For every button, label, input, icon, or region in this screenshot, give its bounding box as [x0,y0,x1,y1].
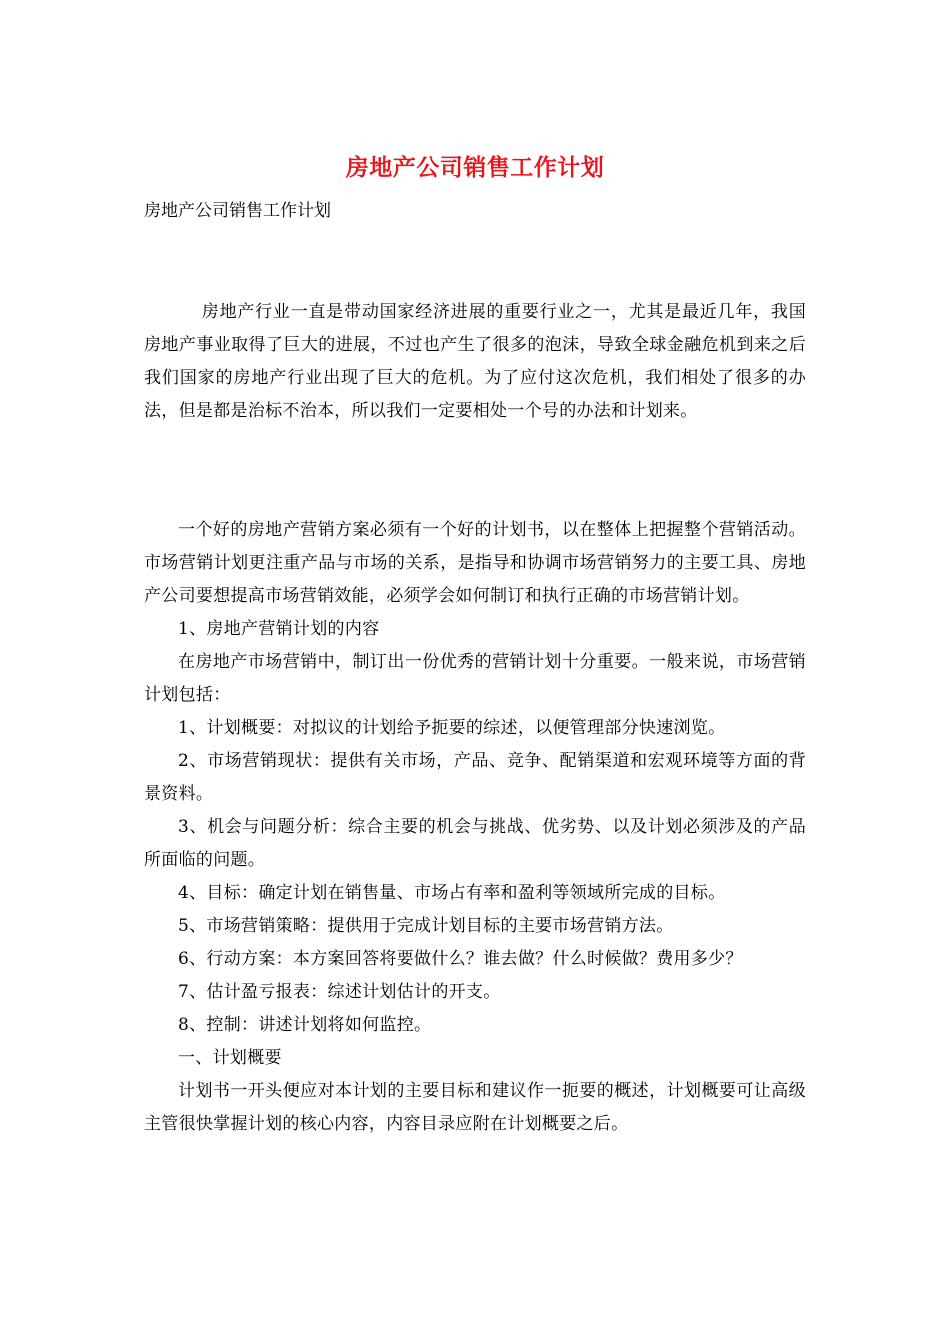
document-title: 房地产公司销售工作计划 [345,154,605,181]
list-item-action-plan: 6、行动方案：本方案回答将要做什么？谁去做？什么时候做？费用多少？ [178,949,743,969]
list-item-profit-loss: 7、估计盈亏报表：综述计划估计的开支。 [178,982,501,1002]
intro-section [144,296,806,428]
intro-paragraph: 房地产行业一直是带动国家经济进展的重要行业之一，尤其是最近几年，我国房地产事业取得了巨大的进展，不过也产生了很多的泡沫，导致全球金融危机到来之后我们国家的房地产行业出现了巨大的危机。为了应付这次危机，我们相处了很多的办法，但是都是治标不治本，所以我们一定要相处一个号的办法和计划来。 [144,302,806,421]
main-section [144,514,806,1141]
list-item-strategy: 5、市场营销策略：提供用于完成计划目标的主要市场营销方法。 [178,916,674,936]
heading-plan-content: 1、房地产营销计划的内容 [178,619,380,639]
paragraph-marketing-plan: 一个好的房地产营销方案必须有一个好的计划书，以在整体上把握整个营销活动。市场营销计划更注重产品与市场的关系，是指导和协调市场营销努力的主要工具、房地产公司要想提高市场营销效能，必须学会如何制订和执行正确的市场营销计划。 [144,520,806,606]
list-item-market-status: 2、市场营销现状：提供有关市场，产品、竞争、配销渠道和宏观环境等方面的背景资料。 [144,751,806,804]
list-item-control: 8、控制：讲述计划将如何监控。 [178,1015,432,1035]
paragraph-plan-includes: 在房地产市场营销中，制订出一份优秀的营销计划十分重要。一般来说，市场营销计划包括： [144,652,806,705]
heading-plan-summary: 一、计划概要 [178,1048,282,1068]
document-subtitle: 房地产公司销售工作计划 [144,201,331,221]
paragraph-plan-summary: 计划书一开头便应对本计划的主要目标和建议作一扼要的概述，计划概要可让高级主管很快掌握计划的核心内容，内容目录应附在计划概要之后。 [144,1081,806,1134]
list-item-opportunity-analysis: 3、机会与问题分析：综合主要的机会与挑战、优劣势、以及计划必须涉及的产品所面临的问题。 [144,817,806,870]
list-item-goals: 4、目标：确定计划在销售量、市场占有率和盈利等领域所完成的目标。 [178,883,726,903]
list-item-summary: 1、计划概要：对拟议的计划给予扼要的综述，以便管理部分快速浏览。 [178,718,726,738]
